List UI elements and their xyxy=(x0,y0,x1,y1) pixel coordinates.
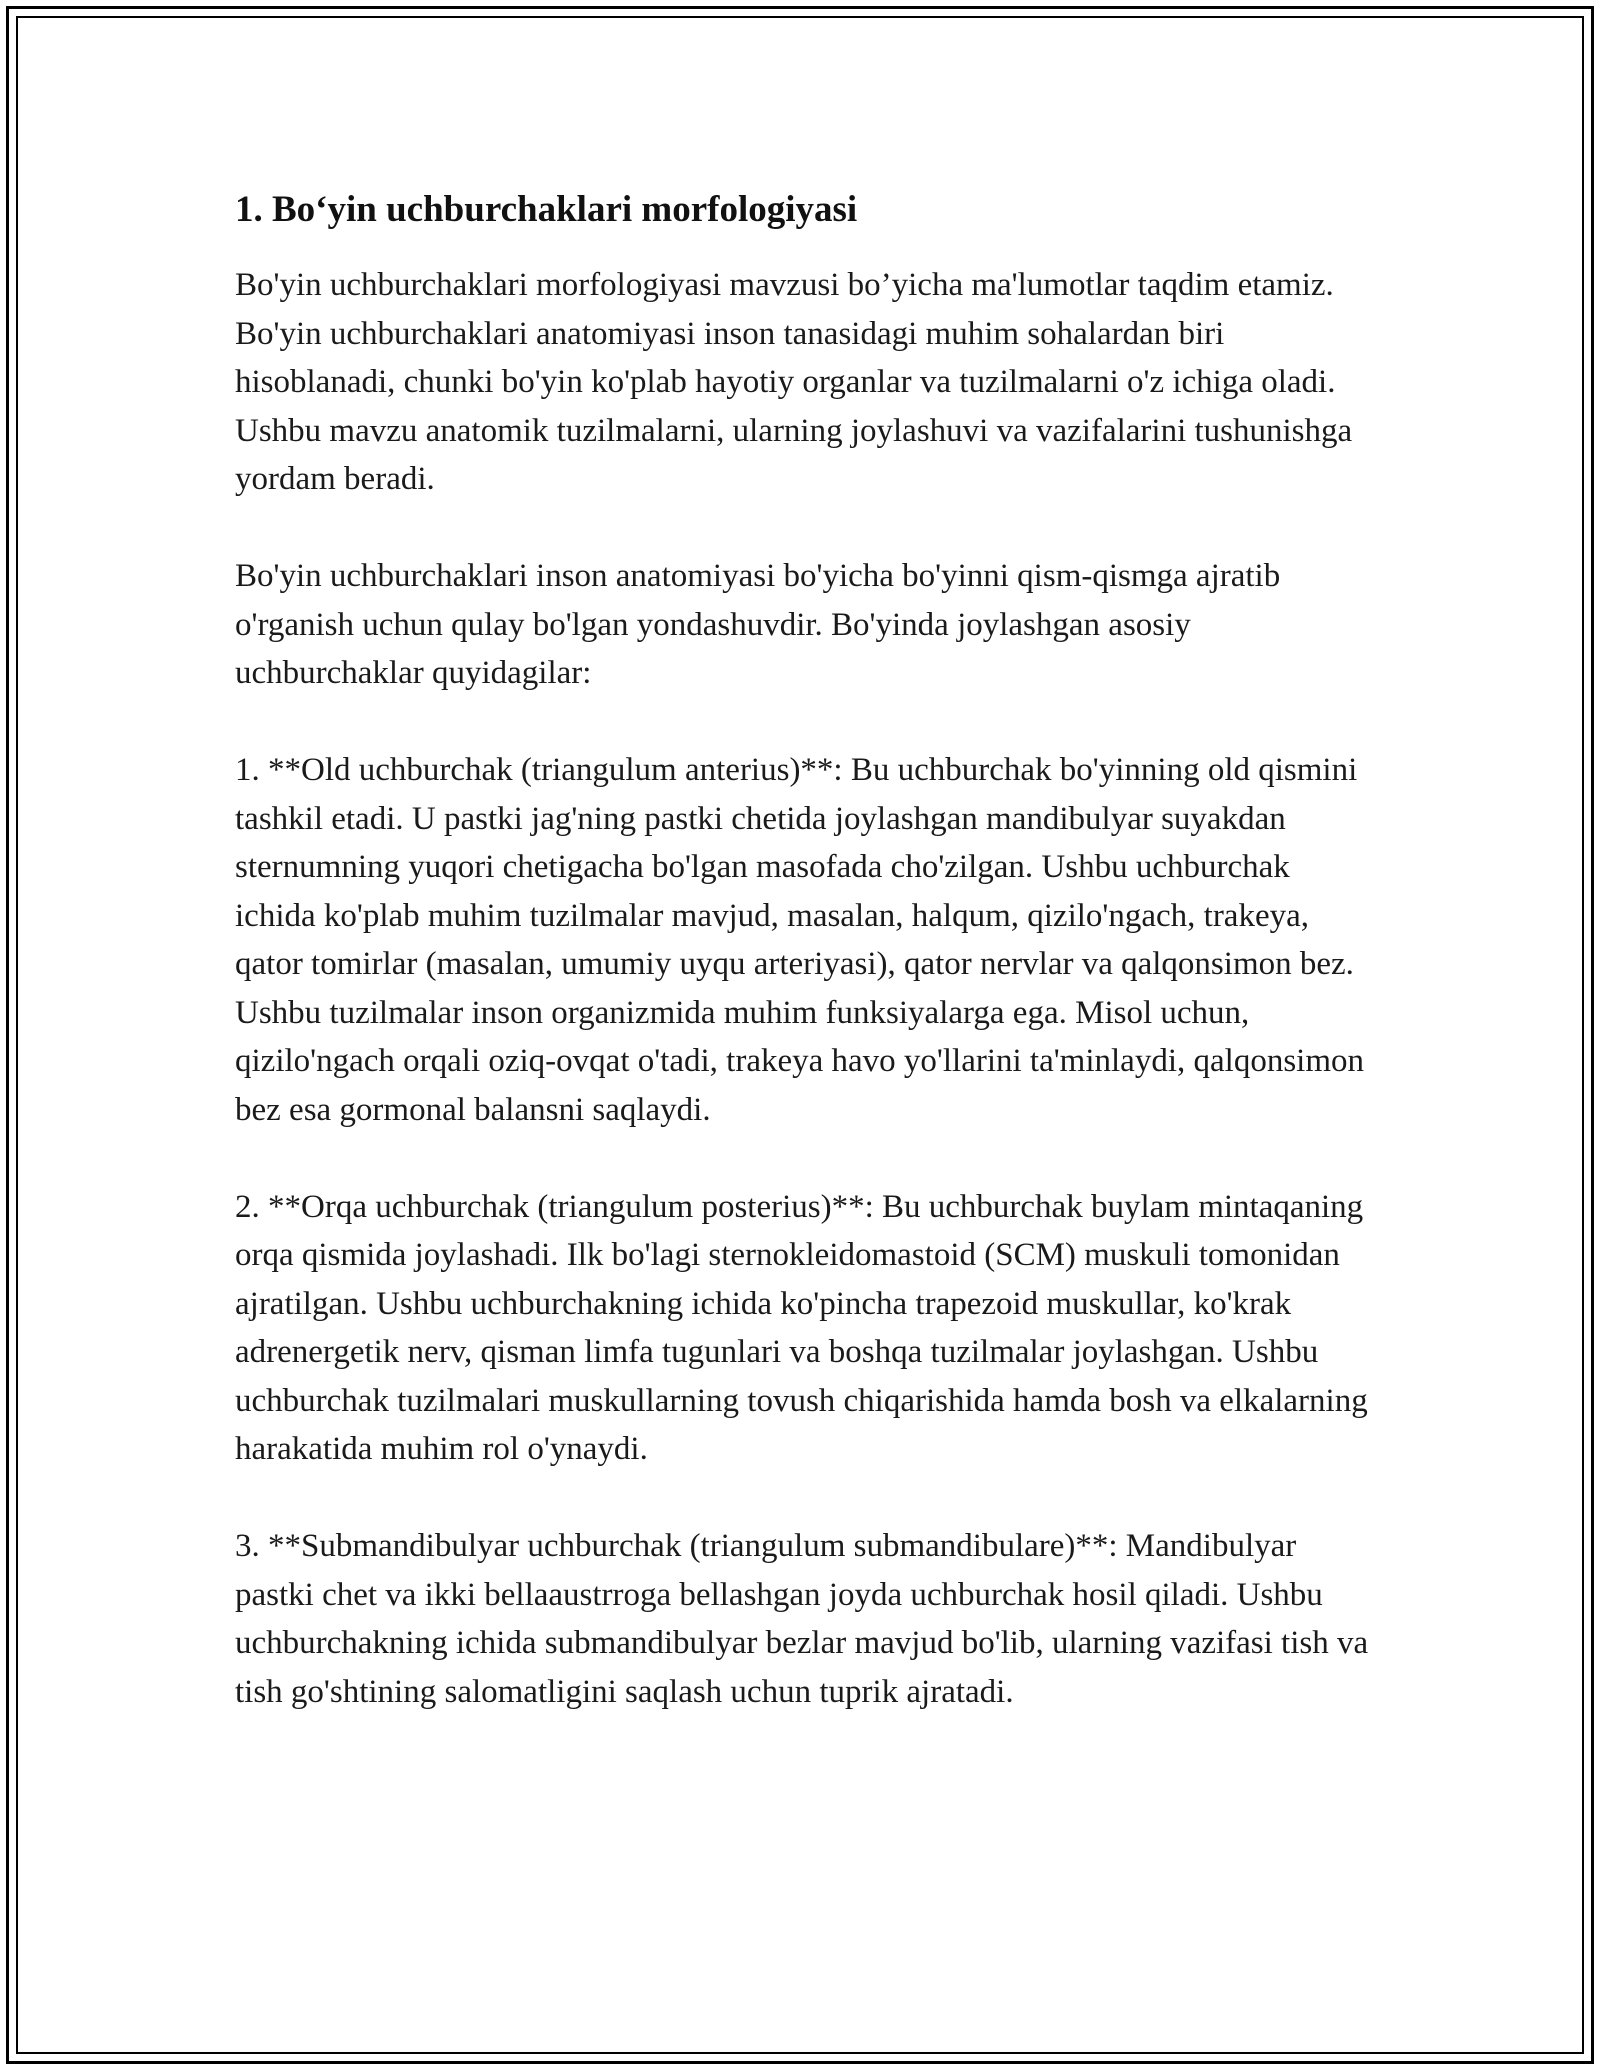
paragraph-anterior-triangle: 1. **Old uchburchak (triangulum anterius)**: Bu uchburchak bo'yinning old qismini tashkil etadi. U pastki jag'ning pastki chetida joylashgan mandibulyar suyakdan sternumning yuqori chetigacha bo'lgan masofada cho'zilgan. Ushbu uchburchak ichida ko'plab muhim tuzilmalar mavjud, masalan, halqum, qizilo'ngach, trakeya, qator tomirlar (masalan, umumiy uyqu arteriyasi), qator nervlar va qalqonsimon bez. Ushbu tuzilmalar inson organizmida muhim funksiyalarga ega. Misol uchun, qizilo'ngach orqali oziq-ovqat o'tadi, trakeya havo yo'llarini ta'minlaydi, qalqonsimon bez esa gormonal balansni saqlaydi. xyxy=(235,752,1364,1128)
document-body xyxy=(235,185,1375,1765)
section-title: 1. Bo‘yin uchburchaklari morfologiyasi xyxy=(235,189,858,230)
paragraph-posterior-triangle: 2. **Orqa uchburchak (triangulum posterius)**: Bu uchburchak buylam mintaqaning orqa qismida joylashadi. Ilk bo'lagi sternokleidomastoid (SCM) muskuli tomonidan ajratilgan. Ushbu uchburchakning ichida ko'pincha trapezoid muskullar, ko'krak adrenergetik nerv, qisman limfa tugunlari va boshqa tuzilmalar joylashgan. Ushbu uchburchak tuzilmalari muskullarning tovush chiqarishida hamda bosh va elkalarning harakatida muhim rol o'ynaydi. xyxy=(235,1188,1368,1467)
paragraph-intro: Bo'yin uchburchaklari morfologiyasi mavzusi bo’yicha ma'lumotlar taqdim etamiz. Bo'yin uchburchaklari anatomiyasi inson tanasidagi muhim sohalardan biri hisoblanadi, chunki bo'yin ko'plab hayotiy organlar va tuzilmalarni o'z ichiga oladi. Ushbu mavzu anatomik tuzilmalarni, ularning joylashuvi va vazifalarini tushunishga yordam beradi. xyxy=(235,267,1353,497)
paragraph-submandibular-triangle: 3. **Submandibulyar uchburchak (triangulum submandibulare)**: Mandibulyar pastki chet va ikki bellaaustrroga bellashgan joyda uchburchak hosil qiladi. Ushbu uchburchakning ichida submandibulyar bezlar mavjud bo'lib, ularning vazifasi tish va tish go'shtining salomatligini saqlash uchun tuprik ajratadi. xyxy=(235,1528,1369,1710)
paragraph-overview: Bo'yin uchburchaklari inson anatomiyasi bo'yicha bo'yinni qism-qismga ajratib o'rganish uchun qulay bo'lgan yondashuvdir. Bo'yinda joylashgan asosiy uchburchaklar quyidagilar: xyxy=(235,558,1281,691)
